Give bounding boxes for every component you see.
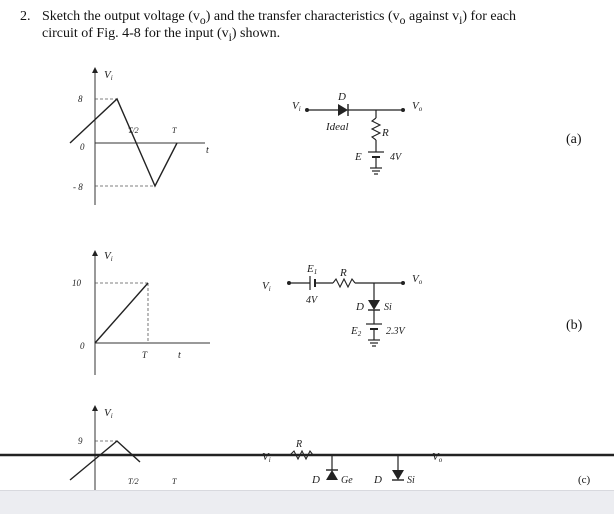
graph-b-t-label: t	[178, 350, 181, 361]
graph-a-vi-label: Vi	[104, 69, 113, 82]
graph-c-t-half-label: T/2	[128, 477, 139, 486]
circuit-c-diode2-type: Si	[407, 475, 415, 486]
graph-c-waveform	[70, 441, 140, 480]
circuit-a-vi-label: Vi	[292, 100, 301, 113]
question-line-1: Sketch the output voltage $(v_o)$ and the transfer characteristics ($v_o$ against $v_i$) for each	[42, 9, 517, 27]
graph-b-ymax-label: 10	[72, 278, 81, 288]
circuit-b-resistor	[333, 279, 355, 287]
circuit-b-source1-label: E1	[307, 263, 318, 276]
circuit-a-resistor-label: R	[382, 127, 389, 139]
circuit-a	[292, 91, 423, 174]
question-number: 2.	[20, 9, 31, 24]
circuit-c-diode1-type: Ge	[341, 475, 353, 486]
circuit-a-source-value: 4V	[390, 152, 402, 163]
graph-b-waveform	[95, 283, 148, 343]
circuit-c-diode2-symbol	[392, 470, 404, 480]
circuit-c-diode2-label: D	[374, 474, 382, 486]
graph-b	[72, 250, 210, 375]
circuit-b-vo-label: Vo	[412, 273, 423, 286]
part-c-label: (c)	[578, 474, 591, 486]
graph-a-zero-label: 0	[80, 142, 85, 152]
graph-b-t-full-label: T	[142, 350, 148, 360]
circuit-c-diode1-symbol	[326, 470, 338, 480]
circuit-b-source1-value: 4V	[306, 295, 318, 306]
circuit-b	[262, 263, 423, 346]
graph-c	[70, 407, 177, 490]
graph-a-t-half-label: T/2	[128, 126, 139, 135]
graph-a	[70, 69, 209, 205]
circuit-c-vi-label: Vi	[262, 451, 271, 464]
graph-a-ymin-label: - 8	[73, 182, 83, 192]
graph-a-t-full-label: T	[172, 126, 177, 135]
graph-c-t-full-label: T	[172, 477, 177, 486]
question-line-2: circuit of Fig. 4-8 for the input $(v_i)$ shown.	[42, 26, 281, 44]
circuit-a-output-terminal	[401, 108, 405, 112]
graph-b-vi-label: Vi	[104, 250, 113, 263]
circuit-a-vo-label: Vo	[412, 100, 423, 113]
circuit-b-diode-type: Si	[384, 302, 392, 313]
circuit-b-diode-label: D	[356, 301, 364, 313]
circuit-c	[262, 439, 443, 486]
circuit-a-source-label: E	[355, 151, 362, 163]
circuit-a-resistor	[372, 118, 380, 140]
circuit-c-vo-label: Vo	[432, 451, 443, 464]
part-b-label: (b)	[566, 318, 583, 333]
circuit-b-diode-symbol	[368, 300, 380, 310]
part-a-label: (a)	[566, 132, 582, 147]
graph-c-ymax-label: 9	[78, 436, 83, 446]
circuit-b-vi-label: Vi	[262, 280, 271, 293]
circuit-a-diode-symbol	[338, 104, 348, 116]
graph-b-zero-label: 0	[80, 341, 85, 351]
circuit-c-resistor-label: R	[296, 439, 303, 450]
circuit-b-output-terminal	[401, 281, 405, 285]
graph-a-ymax-label: 8	[78, 94, 83, 104]
circuit-b-resistor-label: R	[340, 267, 347, 279]
bottom-bar	[0, 490, 614, 514]
circuit-c-diode1-label: D	[312, 474, 320, 486]
circuit-a-diode-label: D	[338, 91, 346, 103]
circuit-a-ideal-label: Ideal	[326, 121, 349, 133]
circuit-b-source2-value: 2.3V	[386, 326, 405, 337]
circuit-b-source2-label: E2	[351, 325, 362, 338]
graph-c-vi-label: Vi	[104, 407, 113, 420]
graph-a-t-label: t	[206, 145, 209, 156]
